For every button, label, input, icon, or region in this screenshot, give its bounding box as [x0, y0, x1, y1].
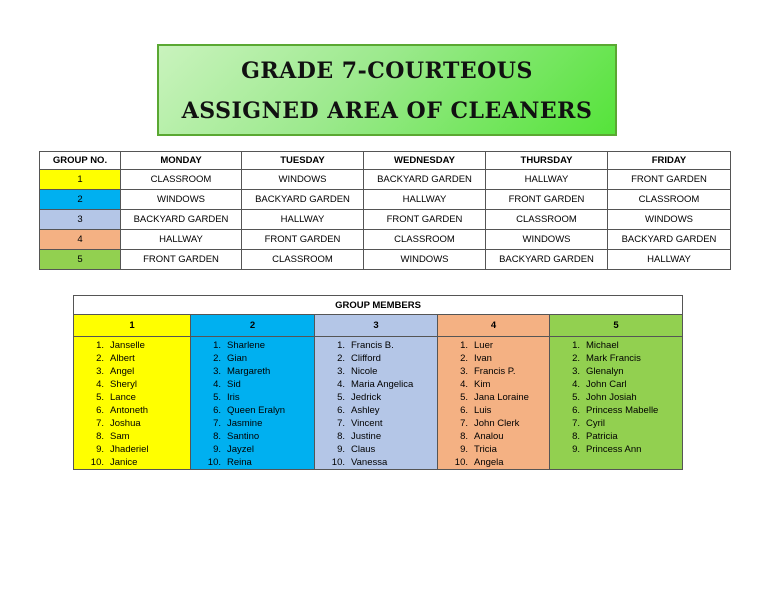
- schedule-cell: HALLWAY: [242, 210, 364, 230]
- schedule-cell: BACKYARD GARDEN: [364, 170, 486, 190]
- schedule-cell: FRONT GARDEN: [364, 210, 486, 230]
- member-number: 7.: [96, 418, 104, 429]
- member-name: Queen Eralyn: [227, 405, 286, 416]
- member-number: 2.: [337, 353, 345, 364]
- schedule-cell: CLASSROOM: [486, 210, 608, 230]
- member-name: Ashley: [351, 405, 380, 416]
- group-3-members: [315, 337, 438, 470]
- member-name: Michael: [586, 340, 619, 351]
- member-name: Justine: [351, 431, 382, 442]
- member-item: [438, 378, 549, 391]
- header-tuesday: TUESDAY: [242, 152, 364, 170]
- member-item: [74, 391, 190, 404]
- members-list-row: [74, 337, 683, 470]
- member-item: [74, 443, 190, 456]
- member-item: [191, 391, 314, 404]
- member-name: Sheryl: [110, 379, 137, 390]
- schedule-cell: WINDOWS: [486, 230, 608, 250]
- member-name: Angel: [110, 366, 135, 377]
- member-number: 9.: [460, 444, 468, 455]
- member-number: 4.: [460, 379, 468, 390]
- member-name: Margareth: [227, 366, 271, 377]
- member-number: 8.: [213, 431, 221, 442]
- group-5-members: [550, 337, 683, 470]
- member-name: Tricia: [474, 444, 497, 455]
- member-item: [550, 352, 682, 365]
- member-item: [438, 456, 549, 469]
- member-name: Antoneth: [110, 405, 149, 416]
- member-name: Janice: [110, 457, 138, 468]
- group-number-cell: 5: [40, 250, 121, 270]
- member-number: 10.: [90, 457, 104, 468]
- member-name: Claus: [351, 444, 376, 455]
- member-item: [315, 378, 437, 391]
- member-name: Princess Ann: [586, 444, 642, 455]
- cleaning-schedule-table: [39, 151, 731, 270]
- member-number: 8.: [96, 431, 104, 442]
- member-number: 9.: [96, 444, 104, 455]
- header-monday: MONDAY: [121, 152, 242, 170]
- member-number: 1.: [337, 340, 345, 351]
- schedule-header-row: [40, 152, 731, 170]
- member-name: Iris: [227, 392, 240, 403]
- member-name: Cyril: [586, 418, 605, 429]
- member-name: Jana Loraine: [474, 392, 529, 403]
- member-item: [438, 430, 549, 443]
- member-number: 3.: [460, 366, 468, 377]
- member-item: [550, 339, 682, 352]
- member-number: 8.: [572, 431, 580, 442]
- schedule-row-group-3: [40, 210, 731, 230]
- member-number: 7.: [337, 418, 345, 429]
- member-number: 8.: [460, 431, 468, 442]
- member-number: 1.: [460, 340, 468, 351]
- member-item: [74, 352, 190, 365]
- schedule-cell: FRONT GARDEN: [242, 230, 364, 250]
- member-item: [74, 339, 190, 352]
- member-name: Patricia: [586, 431, 618, 442]
- member-name: Albert: [110, 353, 135, 364]
- member-name: Maria Angelica: [351, 379, 414, 390]
- member-item: [438, 339, 549, 352]
- member-number: 7.: [460, 418, 468, 429]
- member-number: 2.: [572, 353, 580, 364]
- member-number: 10.: [454, 457, 468, 468]
- member-number: 9.: [337, 444, 345, 455]
- member-item: [191, 352, 314, 365]
- member-item: [315, 404, 437, 417]
- member-name: Jedrick: [351, 392, 382, 403]
- member-name: Ivan: [474, 353, 492, 364]
- member-item: [550, 378, 682, 391]
- member-item: [191, 443, 314, 456]
- member-name: Sharlene: [227, 340, 266, 351]
- title-line-1: GRADE 7-COURTEOUS: [241, 58, 533, 84]
- group-number-cell: 1: [40, 170, 121, 190]
- members-header-row: [74, 315, 683, 337]
- group-4-members: [438, 337, 550, 470]
- member-item: [191, 404, 314, 417]
- member-item: [191, 339, 314, 352]
- schedule-cell: WINDOWS: [364, 250, 486, 270]
- member-name: Princess Mabelle: [586, 405, 659, 416]
- schedule-cell: FRONT GARDEN: [121, 250, 242, 270]
- schedule-cell: BACKYARD GARDEN: [608, 230, 731, 250]
- member-number: 1.: [213, 340, 221, 351]
- member-name: Janselle: [110, 340, 145, 351]
- member-item: [550, 391, 682, 404]
- member-item: [74, 417, 190, 430]
- schedule-cell: FRONT GARDEN: [608, 170, 731, 190]
- member-item: [315, 417, 437, 430]
- member-name: Vanessa: [351, 457, 388, 468]
- member-number: 10.: [207, 457, 221, 468]
- group-number-cell: 2: [40, 190, 121, 210]
- member-name: Jasmine: [227, 418, 263, 429]
- member-item: [315, 339, 437, 352]
- member-name: Santino: [227, 431, 260, 442]
- member-item: [74, 456, 190, 469]
- group-5-header: 5: [550, 315, 683, 337]
- member-item: [74, 378, 190, 391]
- member-item: [191, 378, 314, 391]
- member-item: [315, 430, 437, 443]
- member-name: John Carl: [586, 379, 627, 390]
- schedule-cell: HALLWAY: [608, 250, 731, 270]
- member-item: [550, 443, 682, 456]
- schedule-cell: CLASSROOM: [242, 250, 364, 270]
- member-item: [438, 417, 549, 430]
- schedule-cell: WINDOWS: [608, 210, 731, 230]
- member-number: 5.: [213, 392, 221, 403]
- member-name: Gian: [227, 353, 248, 364]
- member-number: 5.: [460, 392, 468, 403]
- member-number: 6.: [213, 405, 221, 416]
- member-number: 6.: [337, 405, 345, 416]
- member-item: [315, 456, 437, 469]
- member-number: 2.: [213, 353, 221, 364]
- member-number: 1.: [96, 340, 104, 351]
- member-number: 3.: [213, 366, 221, 377]
- member-name: Mark Francis: [586, 353, 641, 364]
- schedule-cell: HALLWAY: [364, 190, 486, 210]
- member-number: 7.: [572, 418, 580, 429]
- member-name: Jhaderiel: [110, 444, 149, 455]
- member-number: 7.: [213, 418, 221, 429]
- schedule-cell: HALLWAY: [121, 230, 242, 250]
- member-item: [438, 352, 549, 365]
- member-name: Vincent: [351, 418, 383, 429]
- schedule-cell: CLASSROOM: [364, 230, 486, 250]
- member-item: [550, 417, 682, 430]
- member-name: John Josiah: [586, 392, 637, 403]
- member-name: Angela: [474, 457, 504, 468]
- member-item: [191, 365, 314, 378]
- member-name: Glenalyn: [586, 366, 624, 377]
- member-number: 2.: [460, 353, 468, 364]
- schedule-row-group-1: [40, 170, 731, 190]
- member-name: Lance: [110, 392, 136, 403]
- member-name: Francis P.: [474, 366, 516, 377]
- member-item: [438, 404, 549, 417]
- member-item: [550, 365, 682, 378]
- member-number: 3.: [96, 366, 104, 377]
- schedule-cell: FRONT GARDEN: [486, 190, 608, 210]
- group-number-cell: 3: [40, 210, 121, 230]
- member-number: 4.: [96, 379, 104, 390]
- member-number: 1.: [572, 340, 580, 351]
- group-1-header: 1: [74, 315, 191, 337]
- member-name: Jayzel: [227, 444, 254, 455]
- member-number: 5.: [572, 392, 580, 403]
- member-name: Luis: [474, 405, 492, 416]
- title-line-2: ASSIGNED AREA OF CLEANERS: [181, 98, 593, 124]
- member-item: [438, 391, 549, 404]
- schedule-row-group-2: [40, 190, 731, 210]
- member-name: Reina: [227, 457, 252, 468]
- member-number: 5.: [337, 392, 345, 403]
- member-name: Joshua: [110, 418, 141, 429]
- group-4-header: 4: [438, 315, 550, 337]
- member-item: [74, 430, 190, 443]
- group-3-header: 3: [315, 315, 438, 337]
- member-name: Sam: [110, 431, 130, 442]
- member-item: [550, 404, 682, 417]
- member-item: [191, 430, 314, 443]
- member-name: Kim: [474, 379, 491, 390]
- member-number: 9.: [213, 444, 221, 455]
- member-item: [74, 365, 190, 378]
- schedule-cell: WINDOWS: [121, 190, 242, 210]
- member-number: 3.: [572, 366, 580, 377]
- header-thursday: THURSDAY: [486, 152, 608, 170]
- member-item: [315, 391, 437, 404]
- schedule-row-group-4: [40, 230, 731, 250]
- group-2-members: [191, 337, 315, 470]
- member-name: John Clerk: [474, 418, 520, 429]
- member-item: [74, 404, 190, 417]
- member-number: 10.: [331, 457, 345, 468]
- member-item: [438, 443, 549, 456]
- group-2-header: 2: [191, 315, 315, 337]
- member-item: [315, 365, 437, 378]
- member-name: Nicole: [351, 366, 378, 377]
- group-members-table: [73, 295, 683, 470]
- member-number: 5.: [96, 392, 104, 403]
- schedule-cell: WINDOWS: [242, 170, 364, 190]
- schedule-cell: BACKYARD GARDEN: [121, 210, 242, 230]
- schedule-cell: CLASSROOM: [121, 170, 242, 190]
- member-name: Francis B.: [351, 340, 394, 351]
- member-number: 8.: [337, 431, 345, 442]
- member-name: Sid: [227, 379, 241, 390]
- member-item: [315, 352, 437, 365]
- header-friday: FRIDAY: [608, 152, 731, 170]
- schedule-row-group-5: [40, 250, 731, 270]
- member-item: [191, 456, 314, 469]
- member-number: 2.: [96, 353, 104, 364]
- schedule-cell: BACKYARD GARDEN: [486, 250, 608, 270]
- member-number: 6.: [460, 405, 468, 416]
- member-name: Clifford: [351, 353, 381, 364]
- schedule-cell: BACKYARD GARDEN: [242, 190, 364, 210]
- member-number: 4.: [337, 379, 345, 390]
- header-wednesday: WEDNESDAY: [364, 152, 486, 170]
- title-banner: [157, 44, 617, 136]
- member-item: [315, 443, 437, 456]
- header-group-no: GROUP NO.: [40, 152, 121, 170]
- member-item: [191, 417, 314, 430]
- member-name: Analou: [474, 431, 504, 442]
- schedule-cell: HALLWAY: [486, 170, 608, 190]
- member-name: Luer: [474, 340, 494, 351]
- group-number-cell: 4: [40, 230, 121, 250]
- member-number: 6.: [572, 405, 580, 416]
- member-item: [550, 430, 682, 443]
- schedule-cell: CLASSROOM: [608, 190, 731, 210]
- group-1-members: [74, 337, 191, 470]
- member-item: [438, 365, 549, 378]
- member-number: 9.: [572, 444, 580, 455]
- member-number: 3.: [337, 366, 345, 377]
- member-number: 6.: [96, 405, 104, 416]
- member-number: 4.: [572, 379, 580, 390]
- member-number: 4.: [213, 379, 221, 390]
- group-members-title: GROUP MEMBERS: [74, 296, 683, 315]
